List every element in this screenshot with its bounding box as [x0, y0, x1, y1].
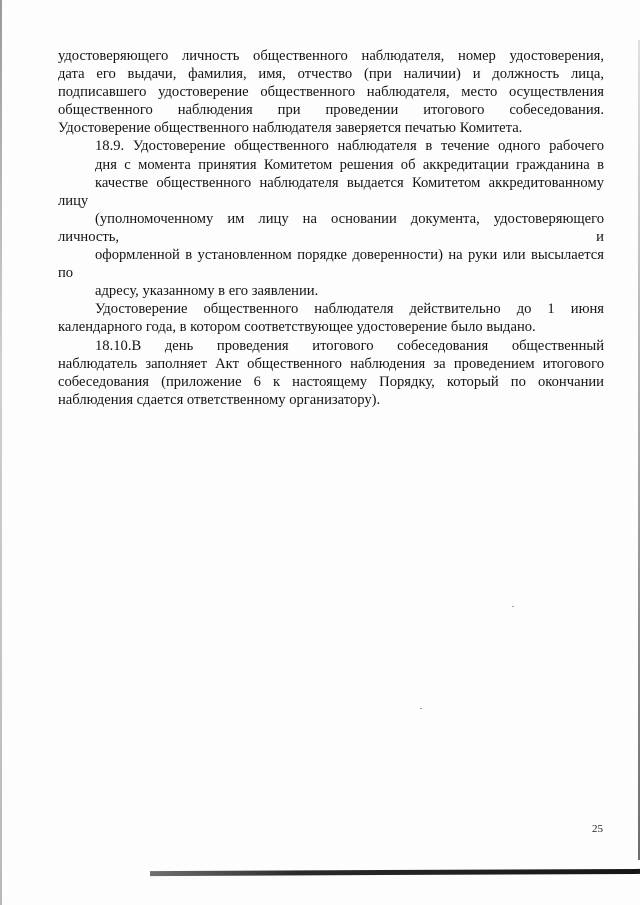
- text-line: качестве общественного наблюдателя выдается Комитетом аккредитованному лицу: [58, 174, 604, 209]
- scan-speck: [420, 708, 422, 709]
- text-line: оформленной в установленном порядке доверенности) на руки или высылается по: [58, 247, 604, 282]
- text-line: удостоверяющего личность общественного наблюдателя, номер удостоверения,: [58, 48, 604, 64]
- page-number: 25: [592, 823, 603, 835]
- text-line: общественного наблюдения при проведении итогового собеседования.: [58, 102, 604, 119]
- text-line: 18.9. Удостоверение общественного наблюдателя в течение одного рабочего: [95, 138, 604, 155]
- text-line: Удостоверение общественного наблюдателя действительно до 1 июня: [95, 301, 604, 318]
- text-line: собеседования (приложение 6 к настоящему Порядку, который по окончании: [58, 373, 604, 390]
- text-line: (уполномоченному им лицу на основании документа, удостоверяющего личность, и: [58, 210, 604, 245]
- text-line: наблюдатель заполняет Акт общественного наблюдения за проведением итогового: [58, 355, 604, 372]
- text-line: 18.10.В день проведения итогового собеседования общественный: [95, 337, 604, 354]
- body-text: [58, 47, 604, 409]
- paragraph-continuation: [58, 47, 604, 137]
- text-line: подписавшего удостоверение общественного наблюдателя, место осуществления: [58, 84, 604, 101]
- scan-speck: [512, 606, 514, 607]
- text-line: наблюдения сдается ответственному организатору).: [58, 391, 381, 408]
- paragraph-18-10: [58, 337, 604, 409]
- text-line: Удостоверение общественного наблюдателя заверяется печатью Комитета.: [58, 120, 523, 137]
- page-left-edge: [0, 0, 2, 905]
- text-line: дня с момента принятия Комитетом решения об аккредитации гражданина в: [95, 156, 604, 173]
- text-line: адресу, указанному в его заявлении.: [95, 283, 319, 300]
- text-line: календарного года, в котором соответствующее удостоверение было выдано.: [58, 319, 536, 336]
- paragraph-18-9: [58, 137, 604, 300]
- text-line: дата его выдачи, фамилия, имя, отчество (при наличии) и должность лица,: [58, 66, 604, 83]
- paragraph-validity: [58, 300, 604, 336]
- scan-bottom-shadow: [150, 869, 640, 876]
